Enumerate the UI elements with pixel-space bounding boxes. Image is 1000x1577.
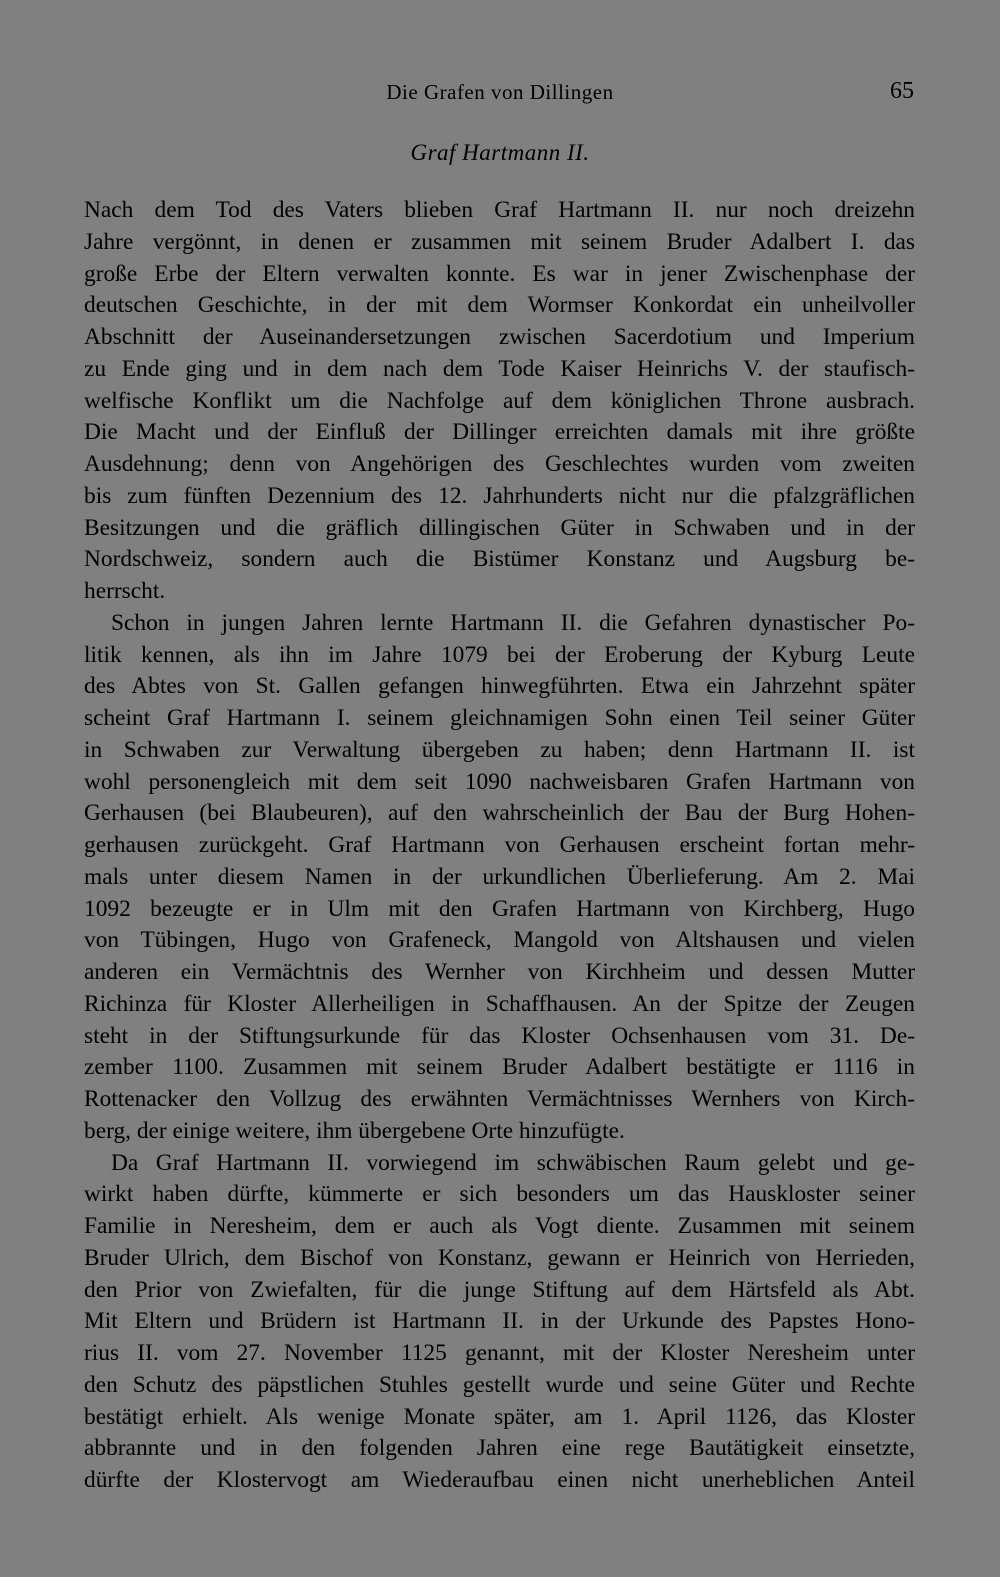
text-line: dürfte der Klostervogt am Wiederaufbau einen nicht unerheblichen Anteil	[84, 1467, 915, 1493]
text-line: von Tübingen, Hugo von Grafeneck, Mangold von Altshausen und vielen	[84, 927, 915, 954]
text-line: berg, der einige weitere, ihm übergebene Orte hinzufügte.	[84, 1117, 625, 1144]
text-line: Richinza für Kloster Allerheiligen in Schaffhausen. An der Spitze der Zeugen	[84, 990, 915, 1017]
text-line: herrscht.	[84, 578, 166, 604]
text-line: Besitzungen und die gräflich dillingischen Güter in Schwaben und in der	[84, 514, 915, 541]
text-line: Schon in jungen Jahren lernte Hartmann II. die Gefahren dynastischer Po-	[111, 609, 915, 636]
text-line: mals unter diesem Namen in der urkundlichen Überlieferung. Am 2. Mai	[84, 863, 915, 890]
text-line: Rottenacker den Vollzug des erwähnten Vermächtnisses Wernhers von Kirch-	[84, 1086, 915, 1112]
text-line: rius II. vom 27. November 1125 genannt, mit der Kloster Neresheim unter	[84, 1340, 915, 1366]
text-line: scheint Graf Hartmann I. seinem gleichnamigen Sohn einen Teil seiner Güter	[84, 705, 915, 731]
text-line: abbrannte und in den folgenden Jahren eine rege Bautätigkeit einsetzte,	[84, 1435, 915, 1462]
text-line: wohl personengleich mit dem seit 1090 nachweisbaren Grafen Hartmann von	[84, 768, 915, 795]
running-title: Die Grafen von Dillingen	[386, 80, 614, 104]
text-line: Jahre vergönnt, in denen er zusammen mit seinem Bruder Adalbert I. das	[84, 228, 915, 255]
text-line: zu Ende ging und in dem nach dem Tode Kaiser Heinrichs V. der staufisch-	[84, 355, 915, 382]
section-title: Graf Hartmann II.	[410, 140, 590, 165]
text-line: den Schutz des päpstlichen Stuhles gestellt wurde und seine Güter und Rechte	[84, 1371, 915, 1398]
text-line: Nordschweiz, sondern auch die Bistümer Konstanz und Augsburg be-	[84, 546, 915, 573]
text-line: Familie in Neresheim, dem er auch als Vogt diente. Zusammen mit seinem	[84, 1213, 915, 1239]
text-line: in Schwaben zur Verwaltung übergeben zu haben; denn Hartmann II. ist	[84, 736, 915, 763]
text-line: 1092 bezeugte er in Ulm mit den Grafen Hartmann von Kirchberg, Hugo	[84, 895, 915, 922]
body-text	[84, 195, 915, 1497]
text-line: zember 1100. Zusammen mit seinem Bruder Adalbert bestätigte er 1116 in	[84, 1054, 915, 1081]
text-line: steht in der Stiftungsurkunde für das Kloster Ochsenhausen vom 31. De-	[84, 1022, 915, 1049]
text-line: Ausdehnung; denn von Angehörigen des Geschlechtes wurden vom zweiten	[84, 451, 915, 477]
text-line: gerhausen zurückgeht. Graf Hartmann von Gerhausen erscheint fortan mehr-	[84, 832, 915, 858]
running-header	[0, 78, 1000, 108]
text-line: welfische Konflikt um die Nachfolge auf dem königlichen Throne ausbrach.	[84, 387, 915, 414]
text-line: litik kennen, als ihn im Jahre 1079 bei der Eroberung der Kyburg Leute	[84, 641, 915, 668]
text-line: Bruder Ulrich, dem Bischof von Konstanz, gewann er Heinrich von Herrieden,	[84, 1244, 915, 1271]
text-line: Nach dem Tod des Vaters blieben Graf Hartmann II. nur noch dreizehn	[84, 197, 915, 223]
text-line: anderen ein Vermächtnis des Wernher von Kirchheim und dessen Mutter	[84, 959, 915, 985]
text-line: große Erbe der Eltern verwalten konnte. Es war in jener Zwischenphase der	[84, 260, 915, 287]
page-number: 65	[890, 78, 914, 104]
text-line: wirkt haben dürfte, kümmerte er sich besonders um das Hauskloster seiner	[84, 1181, 915, 1208]
text-line: deutschen Geschichte, in der mit dem Wormser Konkordat ein unheilvoller	[84, 292, 915, 319]
text-line: den Prior von Zwiefalten, für die junge Stiftung auf dem Härtsfeld als Abt.	[84, 1276, 915, 1303]
text-line: bestätigt erhielt. Als wenige Monate später, am 1. April 1126, das Kloster	[84, 1403, 915, 1430]
text-line: Abschnitt der Auseinandersetzungen zwischen Sacerdotium und Imperium	[84, 324, 915, 350]
text-line: Die Macht und der Einfluß der Dillinger erreichten damals mit ihre größte	[84, 419, 915, 446]
text-line: Da Graf Hartmann II. vorwiegend im schwäbischen Raum gelebt und ge-	[111, 1149, 915, 1176]
text-line: Mit Eltern und Brüdern ist Hartmann II. in der Urkunde des Papstes Hono-	[84, 1308, 915, 1335]
text-line: bis zum fünften Dezennium des 12. Jahrhunderts nicht nur die pfalzgräflichen	[84, 482, 915, 509]
text-line: des Abtes von St. Gallen gefangen hinwegführten. Etwa ein Jahrzehnt später	[84, 673, 915, 700]
text-line: Gerhausen (bei Blaubeuren), auf den wahrscheinlich der Bau der Burg Hohen-	[84, 800, 915, 827]
